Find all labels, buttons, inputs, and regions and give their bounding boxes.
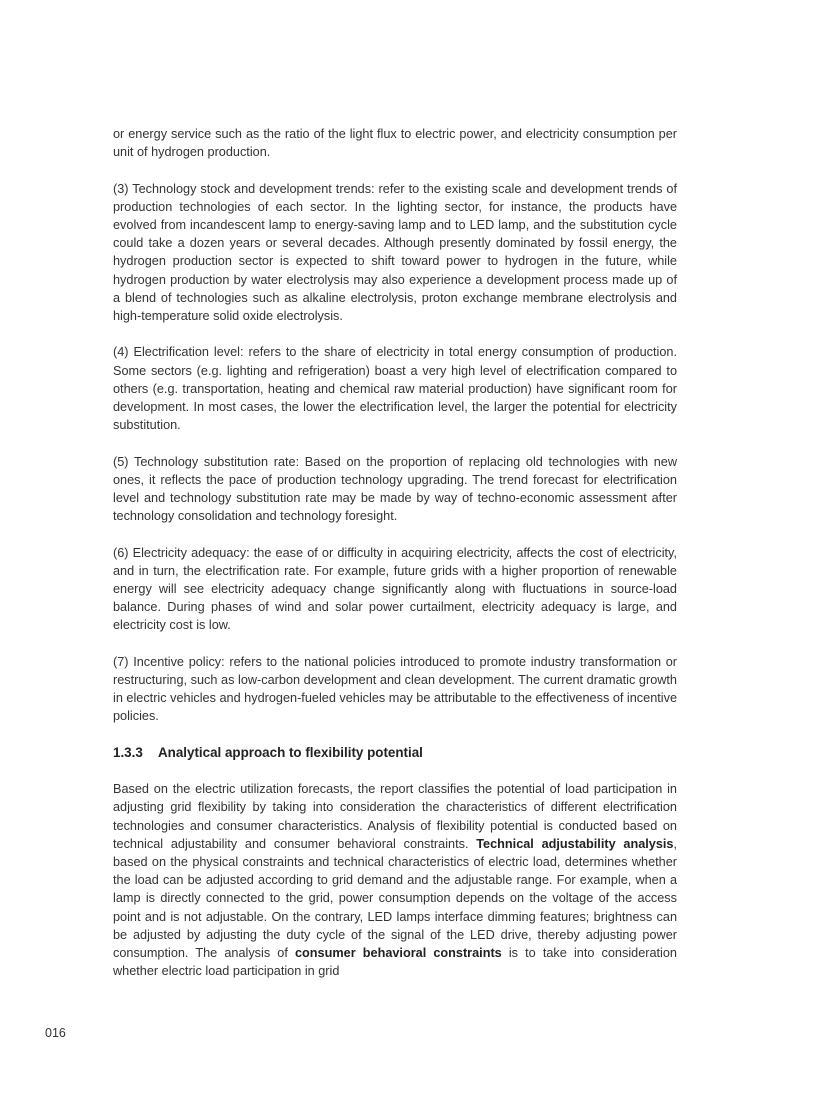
body-text: , based on the physical constraints and technical characteristics of electric load, determines whether the load can be adjusted according to grid demand and the adjustable range. For example, when a lamp is directly connected to the grid, power consumption depends on the voltage of the access point and is not adjustable. On the contrary, LED lamps interface dimming features; brightness can be adjusted by adjusting the duty cycle of the signal of the LED drive, thereby adjusting power consumption. The analysis of	[113, 836, 677, 961]
paragraph-substitution-rate: (5) Technology substitution rate: Based on the proportion of replacing old technologies with new ones, it reflects the pace of production technology upgrading. The trend forecast for electrification level and technology substitution rate may be made by way of techno-economic assessment after technology consolidation and technology foresight.	[113, 454, 677, 524]
body-text: Based on the electric utilization forecasts, the report classifies the potential of load participation in adjusting grid flexibility by taking into consideration the characteristics of different electrification technologies and consumer characteristics. Analysis of flexibility potential is conducted based on technical adjustability and consumer behavioral constraints.	[113, 782, 677, 851]
paragraph-flexibility-analysis	[113, 780, 677, 980]
paragraph-technology-stock: (3) Technology stock and development trends: refer to the existing scale and development trends of production technologies of each sector. In the lighting sector, for instance, the products have evolved from incandescent lamp to energy-saving lamp and to LED lamp, and the substitution cycle could take a dozen years or several decades. Although presently dominated by fossil energy, the hydrogen production sector is expected to shift toward power to hydrogen in the future, while hydrogen production by water electrolysis may also experience a development process made up of a blend of technologies such as alkaline electrolysis, proton exchange membrane electrolysis and high-temperature solid oxide electrolysis.	[113, 181, 677, 324]
bold-term-technical-adjustability: Technical adjustability analysis	[476, 836, 674, 851]
section-heading	[113, 744, 677, 762]
body-text: is to take into consideration whether electric load participation in grid	[113, 946, 677, 979]
page-body	[113, 125, 677, 999]
bold-term-consumer-constraints: consumer behavioral constraints	[295, 946, 502, 961]
paragraph-continuation: or energy service such as the ratio of the light flux to electric power, and electricity consumption per unit of hydrogen production.	[113, 127, 677, 160]
section-title: Analytical approach to flexibility potential	[158, 744, 423, 760]
section-number: 1.3.3	[113, 744, 143, 760]
paragraph-electrification-level: (4) Electrification level: refers to the share of electricity in total energy consumption of production. Some sectors (e.g. lighting and refrigeration) boast a very high level of electrification compared to others (e.g. transportation, heating and chemical raw material production) have significant room for development. In most cases, the lower the electrification level, the larger the potential for electricity substitution.	[113, 345, 677, 433]
page-number: 016	[45, 1026, 66, 1040]
paragraph-incentive-policy: (7) Incentive policy: refers to the national policies introduced to promote industry transformation or restructuring, such as low-carbon development and clean development. The current dramatic growth in electric vehicles and hydrogen-fueled vehicles may be attributable to the effectiveness of incentive policies.	[113, 654, 677, 724]
paragraph-electricity-adequacy: (6) Electricity adequacy: the ease of or difficulty in acquiring electricity, affects the cost of electricity, and in turn, the electrification rate. For example, future grids with a higher proportion of renewable energy will see electricity adequacy change significantly along with fluctuations in source-load balance. During phases of wind and solar power curtailment, electricity adequacy is large, and electricity cost is low.	[113, 545, 677, 633]
